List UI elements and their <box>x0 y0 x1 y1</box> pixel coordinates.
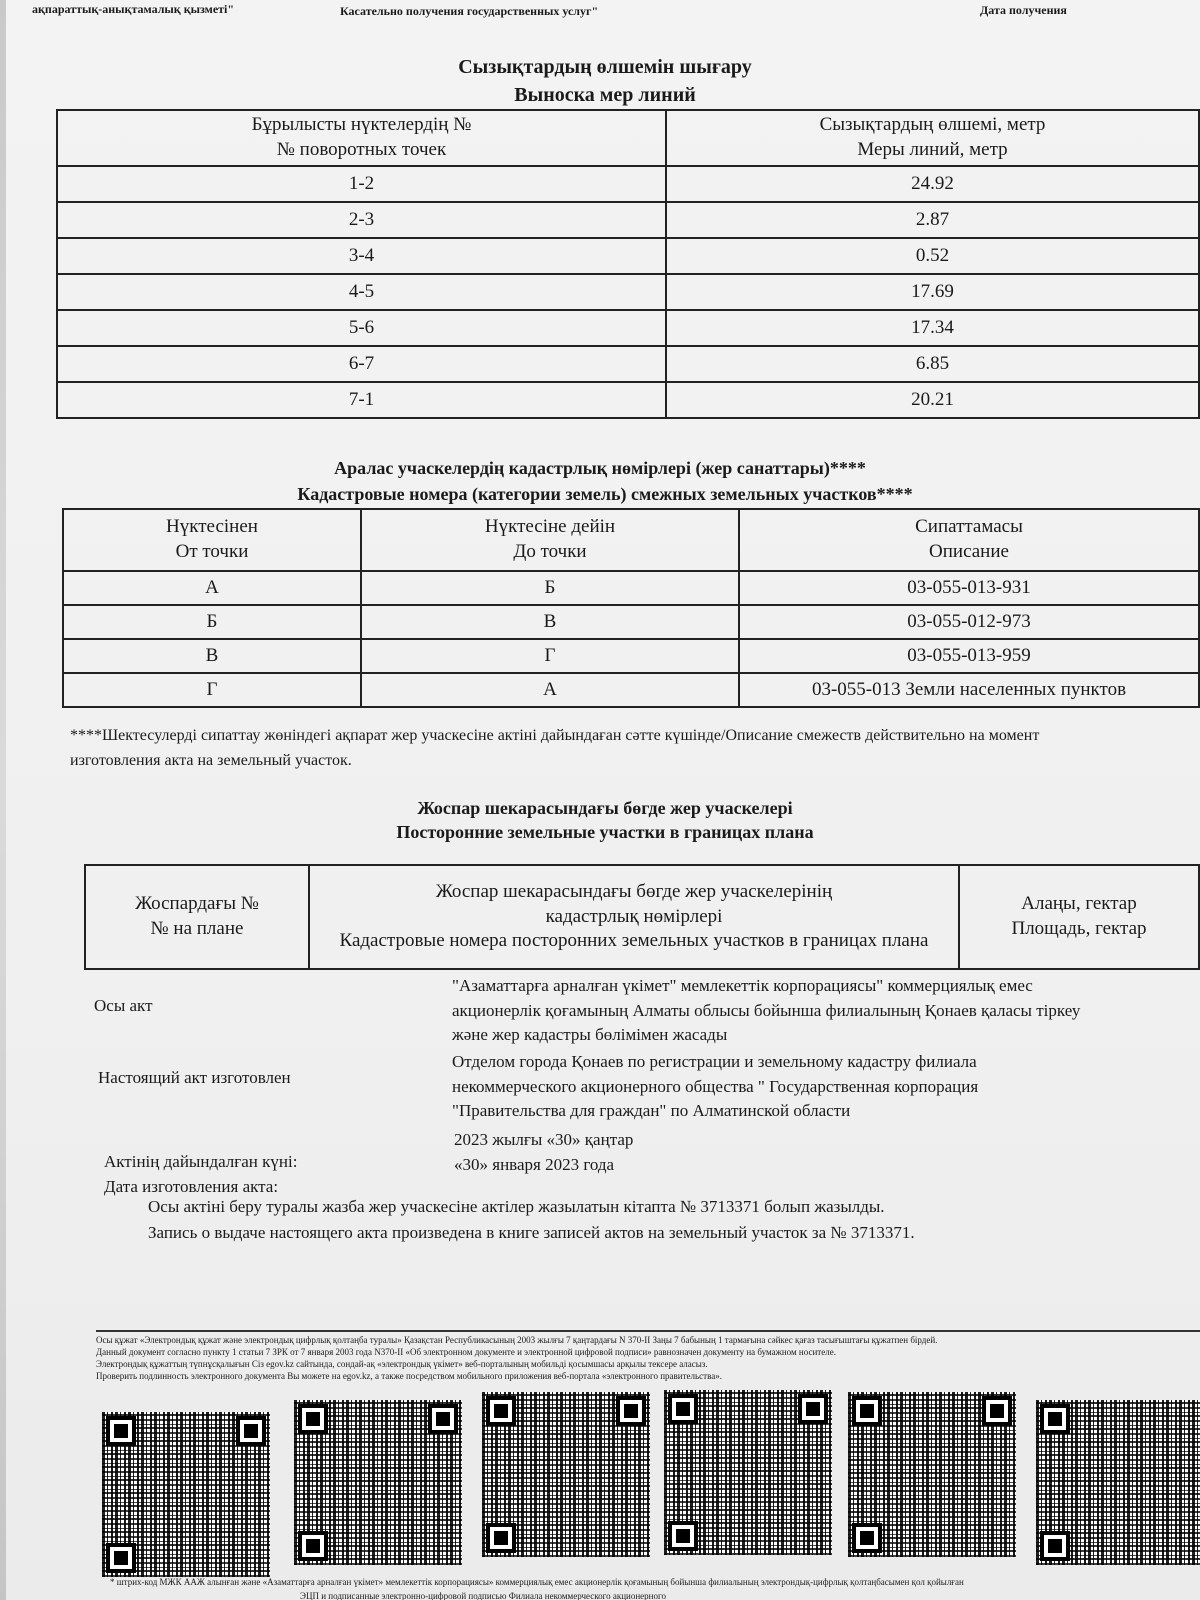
table-row <box>57 202 1199 238</box>
date-value-ru: «30» января 2023 года <box>454 1154 615 1174</box>
to-cell: А <box>361 673 739 707</box>
col-desc-header <box>739 509 1199 571</box>
table-row <box>57 382 1199 418</box>
date-value <box>454 1128 633 1177</box>
to-cell: В <box>361 605 739 639</box>
lines-title-kz: Сызықтардың өлшемін шығару <box>458 56 752 78</box>
points-cell: 1-2 <box>57 166 666 202</box>
table-header-row <box>63 509 1199 571</box>
act-value-ru-3: "Правительства для граждан" по Алматинской области <box>452 1101 851 1121</box>
header-center: Касательно получения государственных услуг" <box>340 4 599 18</box>
points-cell: 3-4 <box>57 238 666 274</box>
act-label-ru: Настоящий акт изготовлен <box>98 1068 291 1087</box>
col-plan-number-header <box>85 865 309 969</box>
col-from-header <box>63 509 361 571</box>
table-row <box>57 310 1199 346</box>
col-desc-kz: Сипаттамасы <box>915 516 1023 538</box>
legal-line-2: Данный документ согласно пункту 1 статьи 7 ЗРК от 7 января 2003 года N370-II «Об электронном документе и электронной цифровой подписи» равнозначен документу на бумажном носителе. <box>96 1347 836 1358</box>
lines-title-ru: Выноска мер линий <box>514 84 696 106</box>
length-cell: 20.21 <box>666 382 1199 418</box>
col-to-header <box>361 509 739 571</box>
record-note <box>148 1194 1188 1247</box>
table-row <box>57 166 1199 202</box>
points-cell: 7-1 <box>57 382 666 418</box>
foreign-title-kz: Жоспар шекарасындағы бөгде жер учаскелері <box>417 798 793 818</box>
col-length-kz: Сызықтардың өлшемі, метр <box>819 114 1046 136</box>
from-cell: А <box>63 571 361 605</box>
date-value-kz: 2023 жылғы «30» қаңтар <box>454 1130 634 1149</box>
header-left: ақпараттық-анықтамалық қызметі" <box>32 2 235 16</box>
col-points-header <box>57 110 666 166</box>
col-from-kz: Нүктесінен <box>166 516 258 538</box>
length-cell: 17.69 <box>666 274 1199 310</box>
act-value-ru <box>452 1050 1192 1124</box>
col-to-ru: До точки <box>513 541 587 562</box>
act-value-kz-2: акционерлік қоғамының Алматы облысы бойынша филиалының Қонаев қаласы тіркеу <box>452 1000 1081 1020</box>
qr-code <box>102 1412 270 1577</box>
length-cell: 17.34 <box>666 310 1199 346</box>
act-label-kz: Осы акт <box>94 996 153 1015</box>
qr-code <box>482 1392 650 1557</box>
table-row <box>57 346 1199 382</box>
col-cadastral-kz-2: кадастрлық нөмірлері <box>545 905 723 927</box>
col-cadastral-ru: Кадастровые номера посторонних земельных участков в границах плана <box>339 930 929 952</box>
foreign-table <box>84 864 1200 970</box>
col-desc-ru: Описание <box>929 541 1009 562</box>
act-value-ru-1: Отделом города Қонаев по регистрации и земельному кадастру филиала <box>452 1052 977 1071</box>
col-cadastral-kz-1: Жоспар шекарасындағы бөгде жер учаскелерінің <box>435 880 833 902</box>
act-value-kz-3: және жер кадастры бөлімімен жасады <box>452 1025 728 1045</box>
col-area-ru: Площадь, гектар <box>1011 918 1147 939</box>
col-points-ru: № поворотных точек <box>276 139 447 160</box>
legal-line-1: Осы құжат «Электрондық құжат және электрондық цифрлық қолтаңба туралы» Қазақстан Республикасының 2003 жылғы 7 қаңтардағы N 370-II Заңы 7 бабының 1 тармағына сәйкес қағаз тасығыштағы құжатпен бірдей. <box>96 1335 938 1345</box>
desc-cell: 03-055-012-973 <box>739 605 1199 639</box>
date-label-kz: Актінің дайындалған күні: <box>104 1152 298 1171</box>
col-length-header <box>666 110 1199 166</box>
legal-text <box>96 1334 1196 1383</box>
table-row <box>57 274 1199 310</box>
col-to-kz: Нүктесіне дейін <box>484 516 616 538</box>
table-row <box>63 673 1199 707</box>
lines-table <box>56 109 1200 419</box>
barcode-note: * штрих-код МЖК ААЖ алынған және «Азаматтарға арналған үкімет» мемлекеттік корпорациясы» коммерциялық емес акционерлік қоғамының бойынша филиалының электрондық-цифрлық қолтаңбасымен қол қойылған <box>110 1577 964 1587</box>
points-cell: 4-5 <box>57 274 666 310</box>
footnote-line-1: ****Шектесулерді сипаттау жөніндегі ақпарат жер учаскесіне актіні дайындаған сәтте күшінде/Описание смежеств действительно на момент <box>70 727 1040 744</box>
barcode-note-2: ЭЦП и подписанные электронно-цифровой подписью Филиала некоммерческого акционерного <box>300 1591 666 1600</box>
from-cell: Б <box>63 605 361 639</box>
to-cell: Б <box>361 571 739 605</box>
to-cell: Г <box>361 639 739 673</box>
desc-cell: 03-055-013 Земли населенных пунктов <box>739 673 1199 707</box>
qr-code <box>294 1400 462 1565</box>
record-note-ru: Запись о выдаче настоящего акта произведена в книге записей актов на земельный участок за № 3713371. <box>148 1223 915 1243</box>
act-value-kz-1: "Азаматтарға арналған үкімет" мемлекеттік корпорациясы" коммерциялық емес <box>452 976 1033 995</box>
date-label-ru: Дата изготовления акта: <box>104 1176 279 1196</box>
page-edge-shadow <box>0 0 6 1600</box>
col-plan-ru: № на плане <box>150 918 244 939</box>
col-cadastral-header <box>309 865 959 969</box>
length-cell: 0.52 <box>666 238 1199 274</box>
desc-cell: 03-055-013-931 <box>739 571 1199 605</box>
points-cell: 2-3 <box>57 202 666 238</box>
from-cell: Г <box>63 673 361 707</box>
length-cell: 2.87 <box>666 202 1199 238</box>
legal-line-3: Электрондық құжаттың түпнұсқалығын Сіз egov.kz сайтында, сондай-ақ «электрондық үкімет» веб-порталының мобильді қосымшасы арқылы тексере аласыз. <box>96 1359 708 1370</box>
date-label <box>104 1150 297 1199</box>
table-row <box>57 238 1199 274</box>
table-header-row <box>85 865 1199 969</box>
table-row <box>63 605 1199 639</box>
qr-code <box>664 1390 832 1555</box>
col-plan-kz: Жоспардағы № <box>135 893 259 915</box>
col-area-kz: Алаңы, гектар <box>1021 893 1137 915</box>
foreign-title-ru: Посторонние земельные участки в границах плана <box>396 822 814 842</box>
length-cell: 24.92 <box>666 166 1199 202</box>
points-cell: 6-7 <box>57 346 666 382</box>
legal-line-4: Проверить подлинность электронного документа Вы можете на egov.kz, а также посредством мобильного приложения веб-портала «электронного правительства». <box>96 1371 722 1382</box>
adjacent-title-ru: Кадастровые номера (категории земель) смежных земельных участков**** <box>297 484 913 504</box>
footnote-line-2: изготовления акта на земельный участок. <box>70 751 352 769</box>
col-from-ru: От точки <box>175 541 249 562</box>
points-cell: 5-6 <box>57 310 666 346</box>
adjacent-table <box>62 508 1200 708</box>
act-value-ru-2: некоммерческого акционерного общества " Государственная корпорация <box>452 1076 979 1096</box>
qr-code <box>848 1392 1016 1557</box>
desc-cell: 03-055-013-959 <box>739 639 1199 673</box>
adjacent-title-kz: Аралас учаскелердің кадастрлық нөмірлері (жер санаттары)**** <box>334 458 866 478</box>
col-length-ru: Меры линий, метр <box>857 139 1008 160</box>
table-row <box>63 639 1199 673</box>
table-row <box>63 571 1199 605</box>
from-cell: В <box>63 639 361 673</box>
header-right: Дата получения <box>980 3 1067 17</box>
footer-divider <box>96 1330 1200 1332</box>
col-area-header <box>959 865 1199 969</box>
act-value-kz <box>452 974 1192 1048</box>
col-points-kz: Бұрылысты нүктелердің № <box>251 114 472 136</box>
footnote <box>70 724 1180 774</box>
length-cell: 6.85 <box>666 346 1199 382</box>
qr-code <box>1036 1400 1200 1565</box>
table-header-row <box>57 110 1199 166</box>
record-note-kz: Осы актіні беру туралы жазба жер учаскесіне актілер жазылатын кітапта № 3713371 болып жазылды. <box>148 1197 885 1216</box>
